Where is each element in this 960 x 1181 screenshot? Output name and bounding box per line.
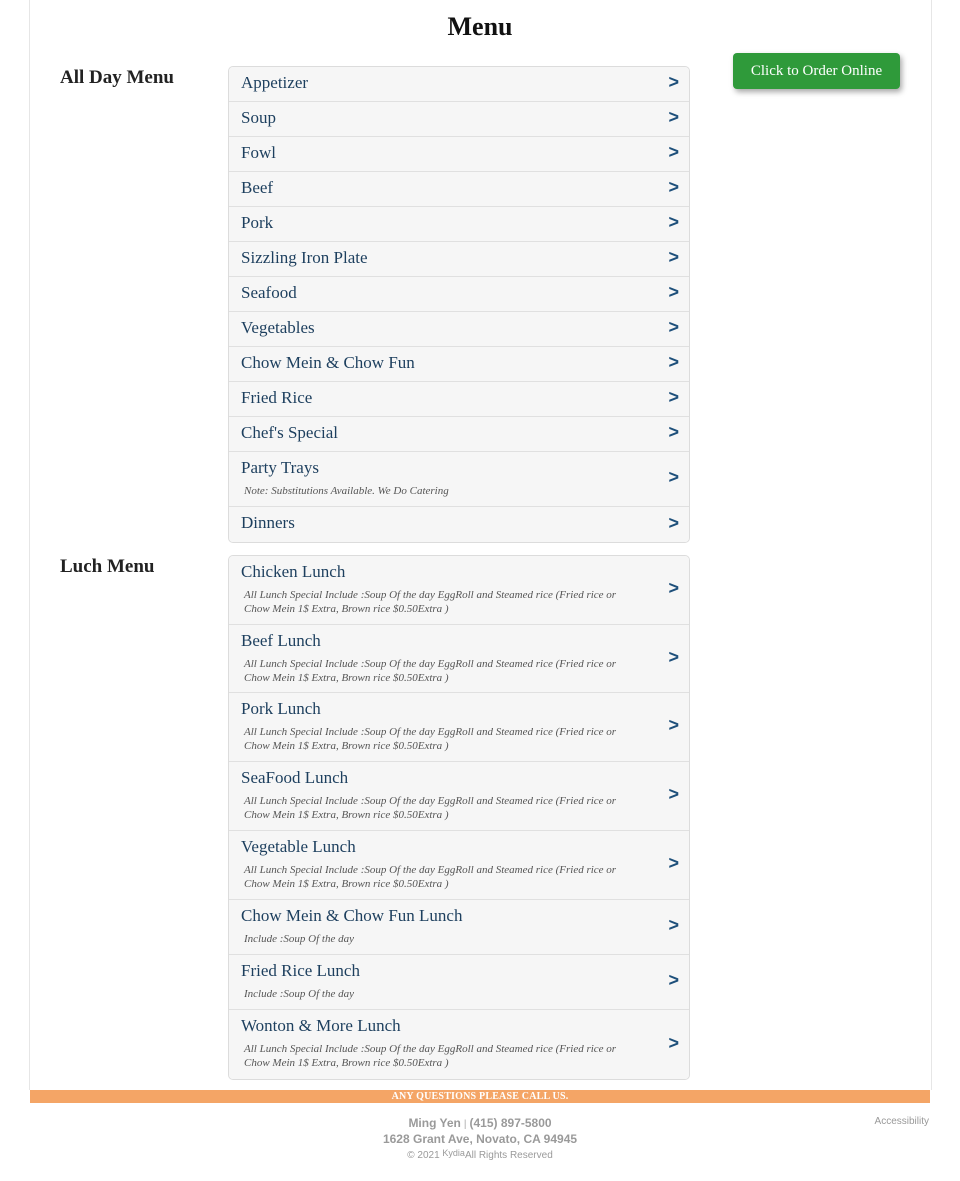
menu-item[interactable] bbox=[229, 762, 689, 831]
menu-item[interactable] bbox=[229, 137, 689, 172]
menu-item-name: Pork Lunch bbox=[241, 699, 321, 718]
chevron-right-icon: > bbox=[668, 512, 679, 533]
section-label-lunch: Luch Menu bbox=[60, 556, 155, 577]
chevron-right-icon: > bbox=[668, 421, 679, 442]
menu-item-name: Chef's Special bbox=[241, 423, 339, 442]
menu-item[interactable] bbox=[229, 831, 689, 900]
menu-item-name: Soup bbox=[241, 108, 276, 127]
menu-item[interactable] bbox=[229, 242, 689, 277]
menu-item-name: Appetizer bbox=[241, 73, 309, 92]
chevron-right-icon: > bbox=[668, 969, 679, 990]
menu-item-note: All Lunch Special Include :Soup Of the day EggRoll and Steamed rice (Fried rice or Chow Mein 1$ Extra, Brown rice $0.50Extra ) bbox=[244, 658, 617, 684]
menu-item[interactable] bbox=[229, 417, 689, 452]
menu-item[interactable] bbox=[229, 312, 689, 347]
chevron-right-icon: > bbox=[668, 577, 679, 598]
footer-restaurant-name: Ming Yen bbox=[408, 1116, 461, 1130]
chevron-right-icon: > bbox=[668, 246, 679, 267]
menu-item-note: Note: Substitutions Available. We Do Catering bbox=[244, 485, 449, 497]
chevron-right-icon: > bbox=[668, 316, 679, 337]
menu-item[interactable] bbox=[229, 1010, 689, 1079]
menu-item-name: Fried Rice Lunch bbox=[241, 961, 360, 980]
chevron-right-icon: > bbox=[668, 71, 679, 92]
menu-item-name: Vegetable Lunch bbox=[241, 837, 356, 856]
menu-item[interactable] bbox=[229, 452, 689, 507]
menu-item-name: Beef Lunch bbox=[241, 631, 321, 650]
menu-item[interactable] bbox=[229, 955, 689, 1010]
menu-item[interactable] bbox=[229, 207, 689, 242]
menu-item-name: Seafood bbox=[241, 283, 297, 302]
accessibility-link[interactable]: Accessibility bbox=[874, 1116, 929, 1127]
chevron-right-icon: > bbox=[668, 141, 679, 162]
all-day-menu-list bbox=[228, 66, 690, 543]
menu-item-name: Beef bbox=[241, 178, 274, 197]
footer-separator: | bbox=[463, 1119, 467, 1130]
chevron-right-icon: > bbox=[668, 1032, 679, 1053]
menu-item-name: Vegetables bbox=[241, 318, 315, 337]
page-title: Menu bbox=[447, 12, 513, 41]
menu-item-note: All Lunch Special Include :Soup Of the day EggRoll and Steamed rice (Fried rice or Chow Mein 1$ Extra, Brown rice $0.50Extra ) bbox=[244, 864, 617, 890]
menu-item-name: Chow Mein & Chow Fun Lunch bbox=[241, 906, 463, 925]
menu-item[interactable] bbox=[229, 277, 689, 312]
footer-address: 1628 Grant Ave, Novato, CA 94945 bbox=[382, 1132, 578, 1146]
chevron-right-icon: > bbox=[668, 176, 679, 197]
footer-kydia-link[interactable]: Kydia bbox=[442, 1148, 465, 1158]
chevron-right-icon: > bbox=[668, 106, 679, 127]
menu-item-note: Include :Soup Of the day bbox=[244, 988, 354, 1000]
menu-item-name: Wonton & More Lunch bbox=[241, 1016, 401, 1035]
footer bbox=[0, 1116, 960, 1163]
menu-item[interactable] bbox=[229, 900, 689, 955]
menu-item-note: All Lunch Special Include :Soup Of the day EggRoll and Steamed rice (Fried rice or Chow Mein 1$ Extra, Brown rice $0.50Extra ) bbox=[244, 726, 617, 752]
chevron-right-icon: > bbox=[668, 783, 679, 804]
chevron-right-icon: > bbox=[668, 466, 679, 487]
menu-item-name: Party Trays bbox=[241, 458, 319, 477]
menu-item-note: All Lunch Special Include :Soup Of the day EggRoll and Steamed rice (Fried rice or Chow Mein 1$ Extra, Brown rice $0.50Extra ) bbox=[244, 795, 617, 821]
order-online-button[interactable]: Click to Order Online bbox=[733, 53, 900, 89]
menu-item-note: All Lunch Special Include :Soup Of the day EggRoll and Steamed rice (Fried rice or Chow Mein 1$ Extra, Brown rice $0.50Extra ) bbox=[244, 589, 617, 615]
menu-item-name: Fried Rice bbox=[241, 388, 313, 407]
chevron-right-icon: > bbox=[668, 351, 679, 372]
chevron-right-icon: > bbox=[668, 852, 679, 873]
menu-item-name: Fowl bbox=[241, 143, 276, 162]
menu-item[interactable] bbox=[229, 556, 689, 625]
menu-item-name: Chicken Lunch bbox=[241, 562, 346, 581]
chevron-right-icon: > bbox=[668, 914, 679, 935]
chevron-right-icon: > bbox=[668, 211, 679, 232]
menu-item-note: All Lunch Special Include :Soup Of the day EggRoll and Steamed rice (Fried rice or Chow Mein 1$ Extra, Brown rice $0.50Extra ) bbox=[244, 1043, 617, 1069]
lunch-menu-list bbox=[228, 555, 690, 1080]
menu-item-name: Sizzling Iron Plate bbox=[241, 248, 368, 267]
menu-item[interactable] bbox=[229, 382, 689, 417]
footer-phone[interactable]: (415) 897-5800 bbox=[469, 1116, 552, 1130]
menu-item[interactable] bbox=[229, 507, 689, 542]
menu-item[interactable] bbox=[229, 67, 689, 102]
menu-item[interactable] bbox=[229, 102, 689, 137]
chevron-right-icon: > bbox=[668, 386, 679, 407]
menu-item[interactable] bbox=[229, 172, 689, 207]
menu-item-name: SeaFood Lunch bbox=[241, 768, 349, 787]
menu-item-name: Chow Mein & Chow Fun bbox=[241, 353, 415, 372]
menu-item[interactable] bbox=[229, 693, 689, 762]
menu-item-name: Dinners bbox=[241, 513, 295, 532]
call-us-banner: ANY QUESTIONS PLEASE CALL US. bbox=[30, 1090, 930, 1103]
menu-item[interactable] bbox=[229, 625, 689, 693]
menu-item[interactable] bbox=[229, 347, 689, 382]
chevron-right-icon: > bbox=[668, 646, 679, 667]
chevron-right-icon: > bbox=[668, 714, 679, 735]
menu-item-note: Include :Soup Of the day bbox=[244, 933, 354, 945]
chevron-right-icon: > bbox=[668, 281, 679, 302]
menu-item-name: Pork bbox=[241, 213, 274, 232]
section-label-all-day: All Day Menu bbox=[60, 67, 174, 88]
footer-copyright: © 2021 bbox=[407, 1150, 440, 1161]
footer-rights: All Rights Reserved bbox=[464, 1150, 553, 1161]
